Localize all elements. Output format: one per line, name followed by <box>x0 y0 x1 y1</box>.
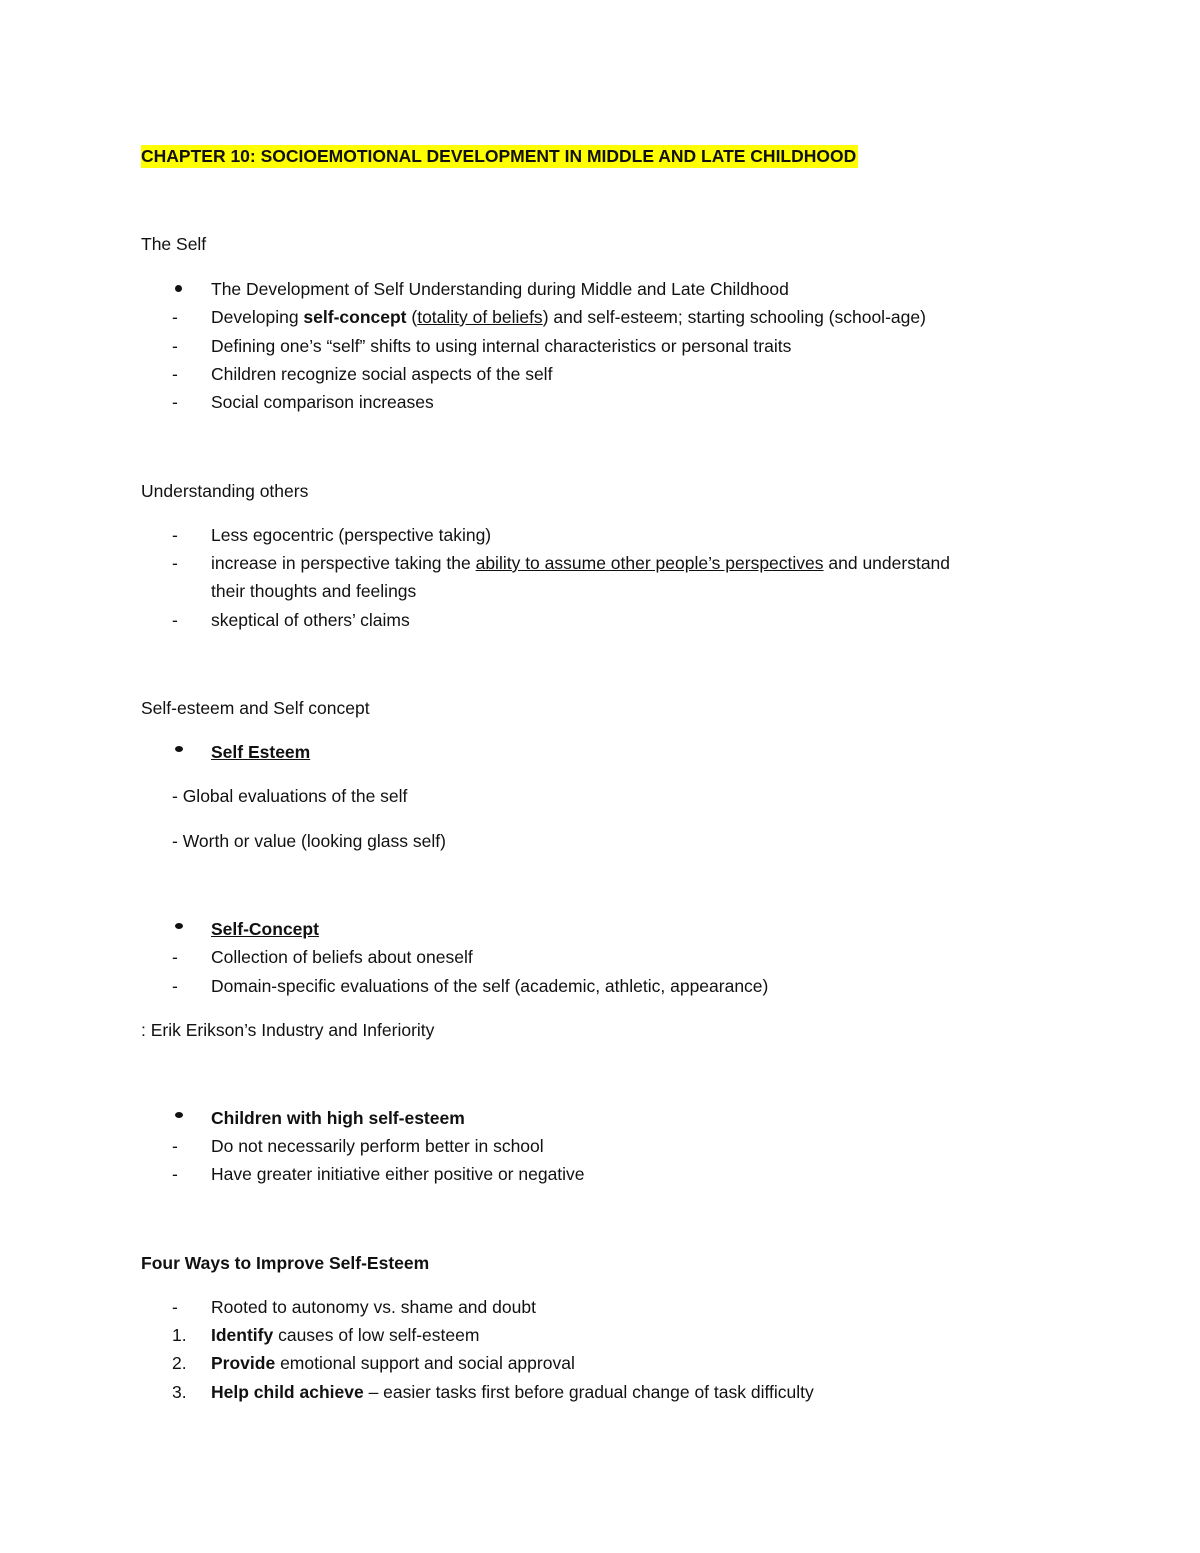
dash-marker: - <box>172 1136 178 1156</box>
list-item: Developing self-concept (totality of beliefs) and self-esteem; starting schooling (school-age) <box>211 307 926 327</box>
bullet-icon <box>175 1112 183 1118</box>
list-item: Social comparison increases <box>211 392 434 412</box>
dash-marker: - <box>172 1164 178 1184</box>
list-item: Have greater initiative either positive or negative <box>211 1164 585 1184</box>
list-item: Collection of beliefs about oneself <box>211 947 473 967</box>
bullet-icon <box>175 746 183 752</box>
dash-marker: - <box>172 525 178 545</box>
list-item: Do not necessarily perform better in school <box>211 1136 544 1156</box>
numbered-item: Identify causes of low self-esteem <box>211 1325 480 1345</box>
list-item: Domain-specific evaluations of the self (academic, athletic, appearance) <box>211 976 769 996</box>
list-item: Less egocentric (perspective taking) <box>211 525 492 545</box>
subheading-self-esteem: Self Esteem <box>211 742 311 762</box>
dash-marker: - <box>172 364 178 384</box>
list-item: increase in perspective taking the ability to assume other people’s perspectives and understand <box>211 553 951 573</box>
dash-marker: - <box>172 976 178 996</box>
section-heading-self-esteem-concept: Self-esteem and Self concept <box>141 698 370 718</box>
section-heading-the-self: The Self <box>141 234 207 254</box>
list-item: skeptical of others’ claims <box>211 610 410 630</box>
chapter-title-text: CHAPTER 10: SOCIOEMOTIONAL DEVELOPMENT IN MIDDLE AND LATE CHILDHOOD <box>141 146 857 166</box>
section-heading-four-ways: Four Ways to Improve Self-Esteem <box>141 1253 430 1273</box>
section-heading-understanding-others: Understanding others <box>141 481 309 501</box>
list-item-continuation: their thoughts and feelings <box>211 581 417 601</box>
dash-marker: - <box>172 1297 178 1317</box>
list-item: Rooted to autonomy vs. shame and doubt <box>211 1297 536 1317</box>
list-item: - Global evaluations of the self <box>172 786 408 806</box>
number-marker: 2. <box>172 1353 187 1373</box>
dash-marker: - <box>172 610 178 630</box>
dash-marker: - <box>172 553 178 573</box>
dash-marker: - <box>172 947 178 967</box>
list-item: - Worth or value (looking glass self) <box>172 831 446 851</box>
dash-marker: - <box>172 336 178 356</box>
number-marker: 3. <box>172 1382 187 1402</box>
list-item: The Development of Self Understanding during Middle and Late Childhood <box>211 279 789 299</box>
numbered-item: Provide emotional support and social approval <box>211 1353 575 1373</box>
subheading-high-self-esteem: Children with high self-esteem <box>211 1108 465 1128</box>
dash-marker: - <box>172 307 178 327</box>
list-item: Children recognize social aspects of the self <box>211 364 553 384</box>
list-item: Defining one’s “self” shifts to using internal characteristics or personal traits <box>211 336 792 356</box>
numbered-item: Help child achieve – easier tasks first before gradual change of task difficulty <box>211 1382 814 1402</box>
subheading-self-concept: Self-Concept <box>211 919 319 939</box>
bullet-icon <box>175 923 183 929</box>
erikson-note: : Erik Erikson’s Industry and Inferiority <box>141 1020 435 1040</box>
dash-marker: - <box>172 392 178 412</box>
number-marker: 1. <box>172 1325 187 1345</box>
chapter-title <box>141 145 858 167</box>
bullet-icon <box>175 285 182 292</box>
